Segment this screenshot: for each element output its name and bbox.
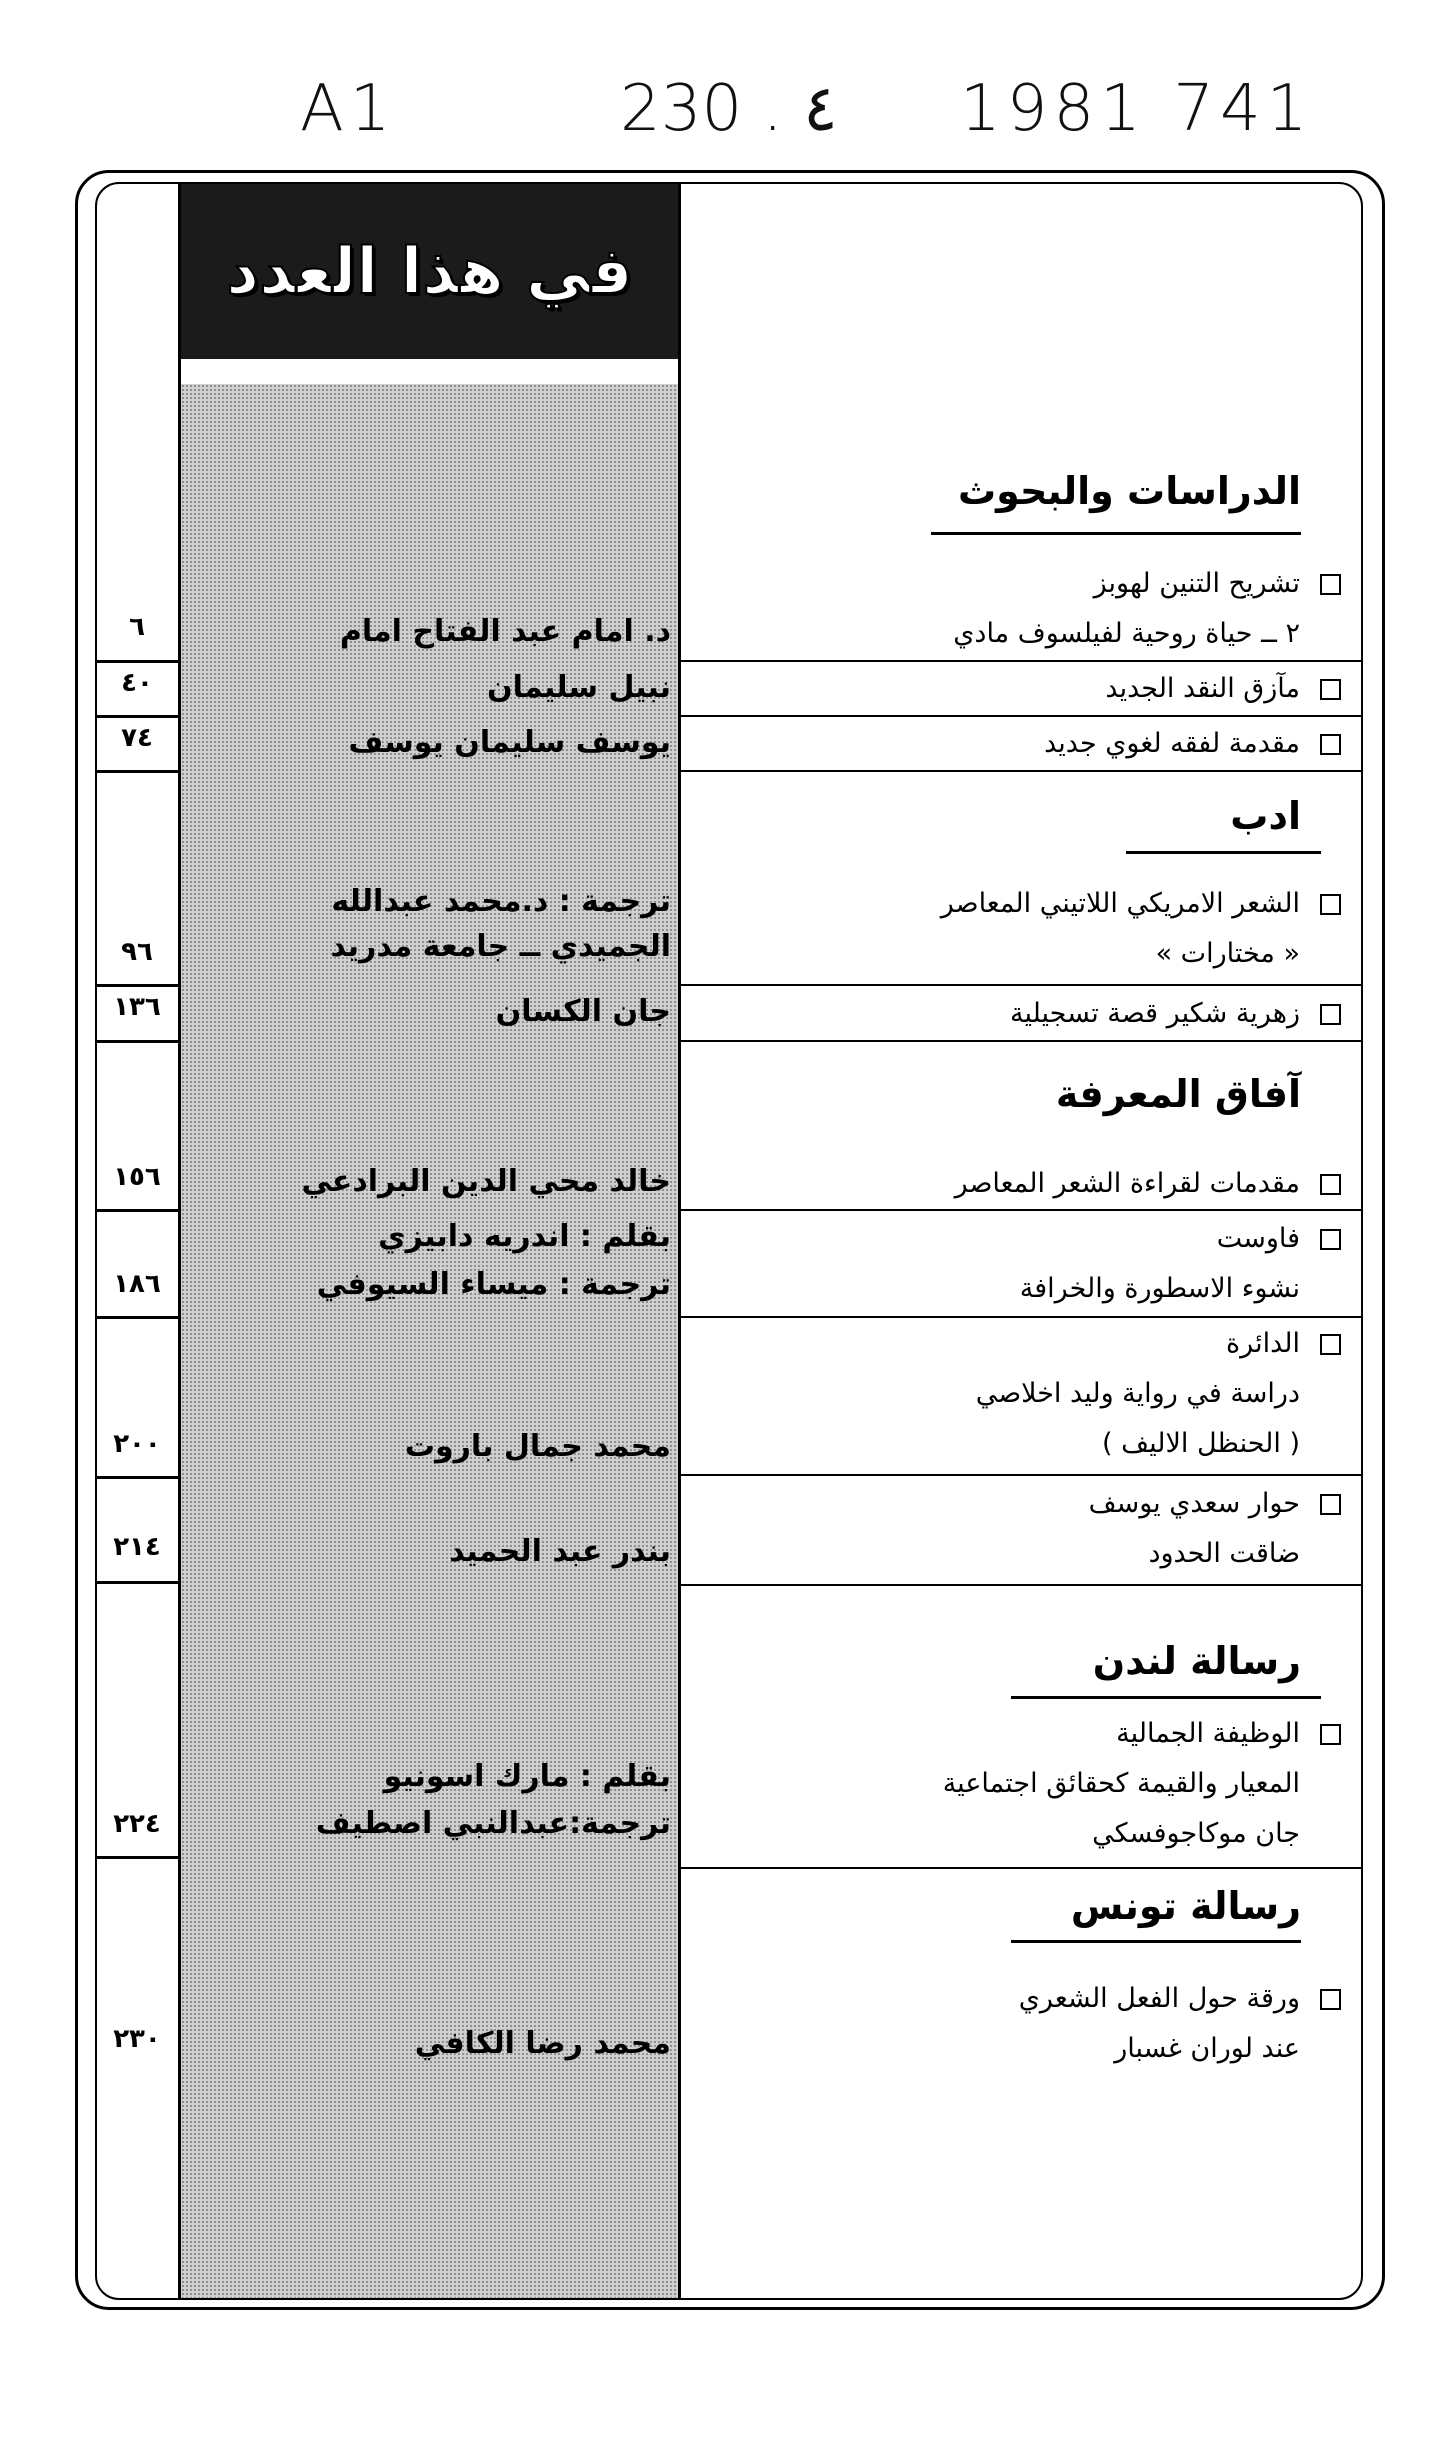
page-number: ٤٠ [121,668,153,698]
entry-subtitle: جان موكاجوفسكي [1092,1818,1300,1849]
page-number: ١٣٦ [113,992,161,1022]
list-item [953,559,1341,659]
entry-author: الجميدي ــ جامعة مدريد [330,929,671,964]
page-number: ٧٤ [121,723,153,753]
checkbox-icon [1320,1334,1341,1355]
checkbox-icon [1320,1494,1341,1515]
page-divider [97,660,181,663]
entry-subtitle: ٢ ــ حياة روحية لفيلسوف مادي [953,618,1300,649]
handwritten-note-1: A1 [300,72,397,146]
page-divider [97,715,181,718]
page-number: ٢٣٠ [113,2024,161,2054]
entry-author: محمد رضا الكافي [414,2026,671,2061]
entry-title: حوار سعدي يوسف [1088,1488,1300,1519]
list-item [941,879,1341,979]
title-banner [181,184,678,359]
entry-subtitle: « مختارات » [1155,938,1300,969]
entry-author: د. امام عبد الفتاح امام [339,614,671,649]
row-divider [680,1040,1361,1042]
list-item [1020,1214,1341,1314]
page-divider [97,1316,181,1319]
list-item [1010,989,1341,1039]
section-title-tunis-letter: رسالة تونس [1070,1884,1301,1928]
entry-author: ترجمة:عبدالنبي اصطيف [315,1806,671,1841]
row-divider [680,1867,1361,1869]
section-underline [1126,851,1321,854]
entry-subtitle: ضاقت الحدود [1148,1538,1300,1569]
row-divider [680,1584,1361,1586]
entry-author: نبيل سليمان [487,670,671,705]
checkbox-icon [1320,1004,1341,1025]
checkbox-icon [1320,1174,1341,1195]
entry-title: تشريح التنين لهوبز [1093,568,1300,599]
page-divider [97,984,181,987]
checkbox-icon [1320,1724,1341,1745]
entry-author: جان الكسان [495,994,671,1029]
checkbox-icon [1320,1989,1341,2010]
page-divider [97,1856,181,1859]
entry-author: بندر عبد الحميد [449,1534,671,1569]
entry-subtitle: نشوء الاسطورة والخرافة [1019,1273,1300,1304]
page-number: ٢١٤ [113,1532,161,1562]
checkbox-icon [1320,1229,1341,1250]
entry-author: محمد جمال باروت [404,1429,671,1464]
section-title-horizons: آفاق المعرفة [1055,1072,1301,1116]
contents-table [95,182,1363,2300]
entry-title: فاوست [1216,1223,1300,1254]
entry-author: بقلم : اندريه دابيزي [378,1219,671,1254]
list-item [1019,1974,1341,2074]
entry-title: الشعر الامريكي اللاتيني المعاصر [940,888,1300,919]
entry-title: الوظيفة الجمالية [1116,1718,1300,1749]
handwritten-note-3: 1981 741 [960,72,1314,146]
handwritten-note-2: 230 . ٤ [620,72,838,146]
checkbox-icon [1320,894,1341,915]
page-divider [97,1209,181,1212]
list-item [955,1159,1341,1209]
list-item [1089,1479,1341,1579]
entry-title: مقدمات لقراءة الشعر المعاصر [954,1168,1300,1199]
row-divider [680,1316,1361,1318]
entry-author: يوسف سليمان يوسف [348,725,671,760]
section-underline [931,532,1301,535]
checkbox-icon [1320,679,1341,700]
row-divider [680,1474,1361,1476]
row-divider [680,984,1361,986]
list-item [943,1709,1341,1859]
entry-title: مقدمة لفقه لغوي جديد [1044,728,1300,759]
page-number: ٩٦ [121,937,153,967]
banner-title: في هذا العدد [226,234,633,309]
list-item [976,1319,1341,1469]
list-item [1044,719,1341,769]
page-divider [97,1476,181,1479]
section-underline [1011,1696,1321,1699]
section-title-studies: الدراسات والبحوث [957,469,1301,513]
entry-title: ورقة حول الفعل الشعري [1018,1983,1300,2014]
list-item [1105,664,1341,714]
entry-author: خالد محي الدين البرادعي [301,1164,671,1199]
page-number: ٢٠٠ [113,1429,161,1459]
page-divider [97,1040,181,1043]
entry-subtitle: ( الحنظل الاليف ) [1102,1428,1300,1459]
entry-author: ترجمة : د.محمد عبدالله [331,884,671,919]
row-divider [680,715,1361,717]
entry-author: ترجمة : ميساء السيوفي [316,1267,671,1302]
entry-author: بقلم : مارك اسونيو [383,1759,671,1794]
entry-title: زهرية شكير قصة تسجيلية [1009,998,1300,1029]
entry-title: مآزق النقد الجديد [1105,673,1300,704]
section-underline [1011,1940,1301,1943]
page-divider [97,1581,181,1584]
entry-subtitle: دراسة في رواية وليد اخلاصي [975,1378,1300,1409]
checkbox-icon [1320,574,1341,595]
page-number: ٢٢٤ [113,1809,161,1839]
section-title-literature: ادب [1230,794,1301,838]
row-divider [680,660,1361,662]
page-divider [97,770,181,773]
section-title-london-letter: رسالة لندن [1092,1639,1301,1683]
row-divider [680,1209,1361,1211]
entry-title: الدائرة [1226,1328,1300,1359]
page-number: ٦ [129,612,145,642]
checkbox-icon [1320,734,1341,755]
page-number: ١٨٦ [113,1269,161,1299]
entry-subtitle: المعيار والقيمة كحقائق اجتماعية [942,1768,1300,1799]
row-divider [680,770,1361,772]
author-column-divider [678,184,681,2298]
entry-subtitle: عند لوران غسبار [1114,2033,1300,2064]
page-number: ١٥٦ [113,1162,161,1192]
